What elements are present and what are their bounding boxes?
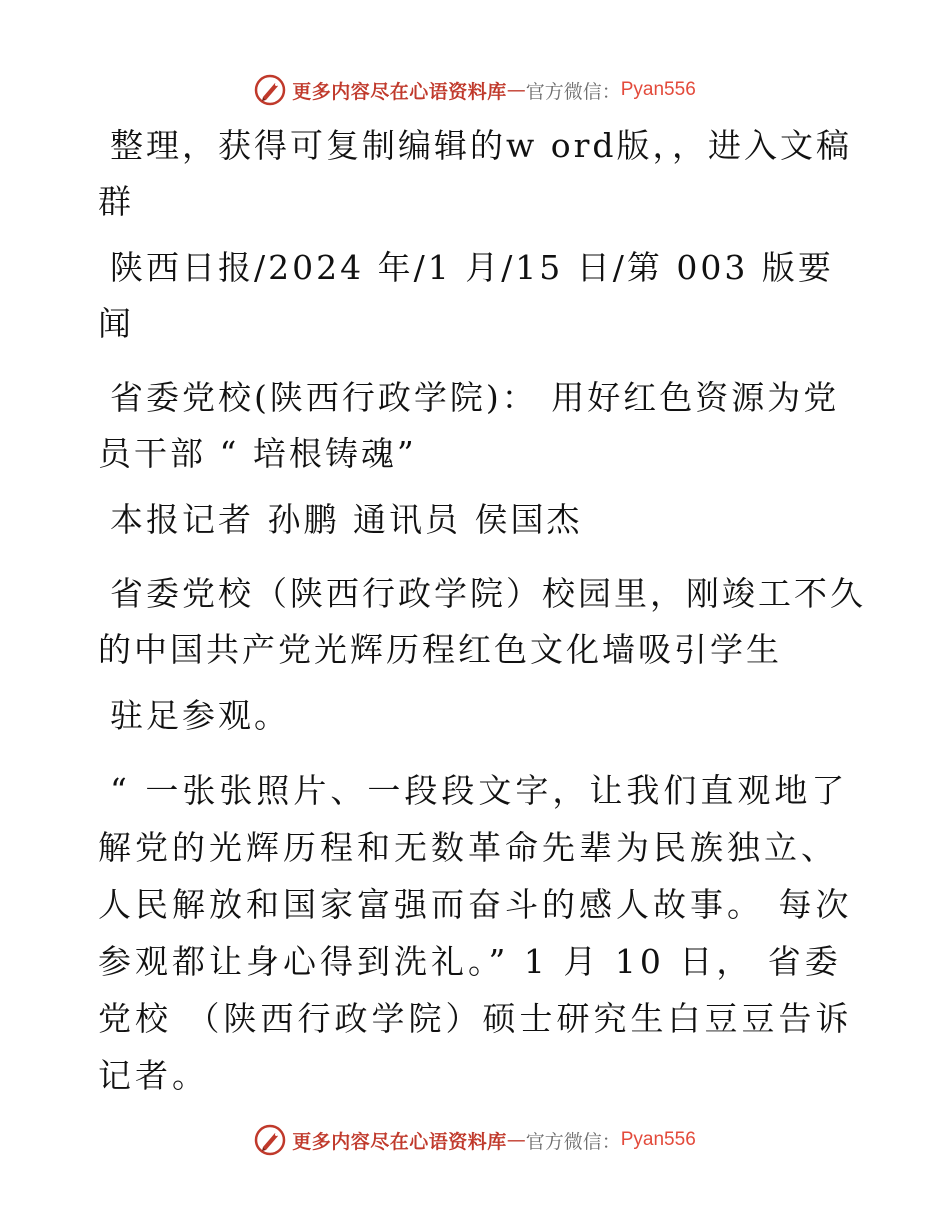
article-body xyxy=(98,118,868,1122)
header-wechat-label: 官方微信： xyxy=(525,80,621,103)
header-brand-text: 更多内容尽在心语资料库 xyxy=(292,80,507,103)
pen-logo-icon xyxy=(254,1124,286,1156)
paragraph-2: 驻足参观。 xyxy=(110,696,290,735)
footer-separator: — xyxy=(506,1129,526,1151)
source-line: 陕西日报/2024 年/1 月/15 日/第 003 版要闻 xyxy=(98,248,834,343)
header-banner xyxy=(0,70,950,110)
footer-banner xyxy=(0,1120,950,1160)
paragraph-1: 省委党校（陕西行政学院）校园里，刚竣工不久的中国共产党光辉历程红色文化墙吸引学生 xyxy=(98,574,866,669)
footer-wechat-id: Pyan556 xyxy=(620,1129,696,1150)
header-wechat-id: Pyan556 xyxy=(620,79,696,100)
footer-wechat-label: 官方微信： xyxy=(525,1130,621,1153)
intro-line: 整理，获得可复制编辑的w ord版，，进入文稿群 xyxy=(98,126,853,221)
byline: 本报记者 孙鹏 通讯员 侯国杰 xyxy=(110,500,583,539)
paragraph-3: “ 一张张照片、一段段文字，让我们直观地了解党的光辉历程和无数革命先辈为民族独立、人民解放和国家富强而奋斗的感人故事。 每次参观都让身心得到洗礼。” 1 月 10 日， 省委党校 （陕西行政学院）硕士研究生白豆豆告诉记者。 xyxy=(98,771,853,1095)
header-separator: — xyxy=(506,79,526,101)
headline: 省委党校(陕西行政学院)： 用好红色资源为党员干部 “ 培根铸魂” xyxy=(98,378,840,473)
footer-brand-text: 更多内容尽在心语资料库 xyxy=(292,1130,507,1153)
pen-logo-icon xyxy=(254,74,286,106)
